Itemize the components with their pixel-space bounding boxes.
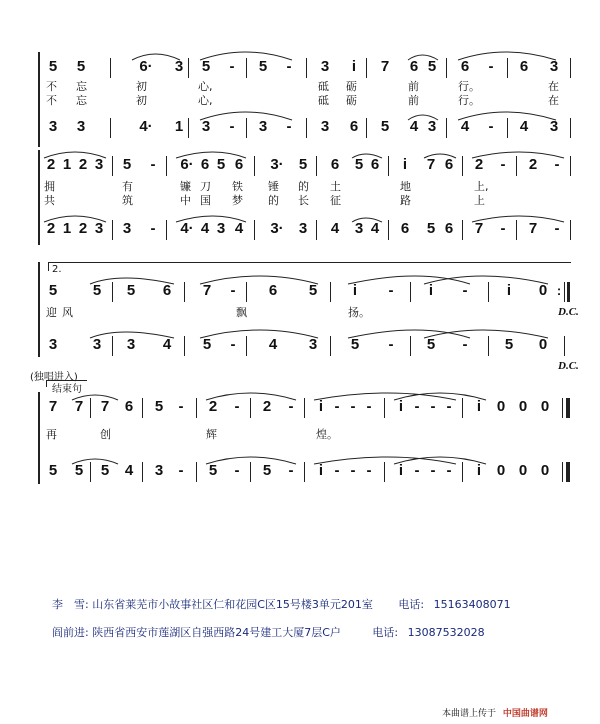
note: 4 [124, 462, 134, 479]
note: - [334, 462, 340, 479]
note: 3 [48, 336, 58, 353]
note: 6 [444, 220, 454, 237]
note: - [554, 220, 560, 237]
contact-name: 阎前进: [52, 626, 89, 639]
note: 2 [262, 398, 272, 415]
note: 1 [62, 220, 72, 237]
note: 5 [262, 462, 272, 479]
note: 5 [100, 462, 110, 479]
note: 5 [350, 336, 360, 353]
note: 6· [139, 58, 153, 75]
note: 4· [180, 220, 194, 237]
note: - [150, 220, 156, 237]
note: 5 [216, 156, 226, 173]
note: - [230, 282, 236, 299]
upper-staff [0, 282, 600, 308]
note: 4 [268, 336, 278, 353]
lyrics-2: 共 筑 中 国 梦 的 长 征 路 上 [44, 194, 485, 207]
note: 3 [258, 118, 268, 135]
note: 7 [528, 220, 538, 237]
note: 6 [330, 156, 340, 173]
note: 6 [409, 58, 419, 75]
lyrics-1: 拥 有 镰 刀 铁 锤 的 土 地 上, [44, 180, 489, 193]
note: 3 [216, 220, 226, 237]
note: 6 [460, 58, 470, 75]
note: 3 [549, 118, 559, 135]
volta-label: 2. [52, 264, 62, 275]
note: 5 [426, 220, 436, 237]
note: 5 [126, 282, 136, 299]
note: - [288, 462, 294, 479]
note: 2 [46, 220, 56, 237]
note: - [446, 462, 452, 479]
note: 0 [496, 462, 506, 479]
note: i [352, 282, 358, 299]
note: 5 [354, 156, 364, 173]
note: 4· [139, 118, 153, 135]
note: i [351, 58, 357, 75]
ending-label: 结束句 [52, 384, 82, 395]
note: - [366, 398, 372, 415]
note: 6 [234, 156, 244, 173]
note: 0 [496, 398, 506, 415]
note: 3 [201, 118, 211, 135]
note: 7 [74, 398, 84, 415]
note: - [230, 336, 236, 353]
note: 5 [308, 282, 318, 299]
note: 3 [94, 156, 104, 173]
lower-staff [0, 220, 600, 246]
solo-entry-label: (独唱进入) [30, 372, 78, 383]
lower-staff [0, 118, 600, 144]
note: 5 [122, 156, 132, 173]
note: 1 [62, 156, 72, 173]
note: 6 [124, 398, 134, 415]
note: 4 [460, 118, 470, 135]
note: 6 [268, 282, 278, 299]
note: 2 [78, 220, 88, 237]
note: - [388, 282, 394, 299]
lyrics-1: 迎 风 飘 扬。 [46, 306, 370, 319]
volta-bracket [48, 262, 571, 271]
note: - [178, 398, 184, 415]
lower-staff [0, 462, 600, 488]
note: i [318, 398, 324, 415]
note: - [430, 462, 436, 479]
note: 5 [426, 336, 436, 353]
note: - [178, 462, 184, 479]
note: 2 [474, 156, 484, 173]
note: - [446, 398, 452, 415]
note: 7 [380, 58, 390, 75]
phone-label: 电话: [372, 626, 399, 639]
note: 0 [518, 462, 528, 479]
note: 5 [74, 462, 84, 479]
note: - [414, 462, 420, 479]
upper-staff [0, 156, 600, 182]
note: 0 [538, 282, 548, 299]
note: - [150, 156, 156, 173]
contact-name: 李 雪: [52, 598, 89, 611]
lyrics-1: 再 创 辉 煌。 [46, 428, 338, 441]
dc-marking: D.C. [558, 360, 579, 372]
note: - [350, 462, 356, 479]
note: 6 [519, 58, 529, 75]
note: i [476, 462, 482, 479]
site-logo: 中国曲谱网 [502, 709, 548, 719]
note: 3 [320, 58, 330, 75]
note: - [430, 398, 436, 415]
note: 5 [380, 118, 390, 135]
note: - [500, 220, 506, 237]
note: 5 [76, 58, 86, 75]
note: 6 [200, 156, 210, 173]
note: 6 [444, 156, 454, 173]
phone-number: 15163408071 [433, 598, 511, 611]
upload-credit [442, 706, 548, 719]
note: 3 [94, 220, 104, 237]
note: i [398, 462, 404, 479]
note: 4 [409, 118, 419, 135]
note: - [234, 398, 240, 415]
note: 4 [234, 220, 244, 237]
note: 4 [200, 220, 210, 237]
dc-marking: D.C. [558, 306, 579, 318]
note: 5 [92, 282, 102, 299]
note: 4 [162, 336, 172, 353]
note: - [488, 58, 494, 75]
note: 3 [320, 118, 330, 135]
contact-address: 山东省莱芜市小故事社区仁和花园C区15号楼3单元201室 [92, 598, 373, 611]
note: 3· [270, 156, 284, 173]
note: 3 [126, 336, 136, 353]
upper-staff [0, 398, 600, 424]
note: - [488, 118, 494, 135]
note: 7 [202, 282, 212, 299]
note: 3 [48, 118, 58, 135]
note: - [388, 336, 394, 353]
note: 5 [504, 336, 514, 353]
note: - [350, 398, 356, 415]
note: 5 [48, 58, 58, 75]
phone-number: 13087532028 [407, 626, 485, 639]
note: 2 [78, 156, 88, 173]
note: - [234, 462, 240, 479]
note: i [398, 398, 404, 415]
note: 7 [100, 398, 110, 415]
contact-line-1 [52, 596, 511, 612]
note: i [318, 462, 324, 479]
note: 5 [202, 336, 212, 353]
note: - [462, 282, 468, 299]
note: 5 [201, 58, 211, 75]
note: - [286, 118, 292, 135]
note: - [366, 462, 372, 479]
note: 3· [270, 220, 284, 237]
note: i [476, 398, 482, 415]
note: 7 [48, 398, 58, 415]
note: 0 [518, 398, 528, 415]
note: 4 [330, 220, 340, 237]
contact-address: 陕西省西安市莲湖区自强西路24号建工大厦7层C户 [92, 626, 341, 639]
credit-text: 本曲谱上传于 [442, 709, 497, 719]
note: 7 [426, 156, 436, 173]
note: 0 [538, 336, 548, 353]
note: i [506, 282, 512, 299]
note: 6 [370, 156, 380, 173]
note: 3 [174, 58, 184, 75]
lyrics-2: 不 忘 初 心, 砥 砺 前 行。 在 [46, 94, 559, 107]
note: 3 [427, 118, 437, 135]
note: - [462, 336, 468, 353]
note: 1 [174, 118, 184, 135]
note: 5 [298, 156, 308, 173]
note: 5 [48, 282, 58, 299]
lower-staff [0, 336, 600, 362]
note: 5 [258, 58, 268, 75]
note: 2 [208, 398, 218, 415]
note: 5 [208, 462, 218, 479]
note: 4 [519, 118, 529, 135]
contact-line-2 [52, 624, 485, 640]
note: - [554, 156, 560, 173]
note: 0 [540, 398, 550, 415]
note: - [229, 58, 235, 75]
note: 5 [154, 398, 164, 415]
note: 2 [528, 156, 538, 173]
repeat-dots-icon: : [556, 283, 562, 298]
note: 3 [308, 336, 318, 353]
note: - [334, 398, 340, 415]
note: 3 [122, 220, 132, 237]
note: 6 [162, 282, 172, 299]
note: 5 [48, 462, 58, 479]
note: - [500, 156, 506, 173]
note: 7 [474, 220, 484, 237]
note: i [402, 156, 408, 173]
note: - [229, 118, 235, 135]
note: 6 [349, 118, 359, 135]
note: 3 [154, 462, 164, 479]
note: 3 [298, 220, 308, 237]
note: 3 [549, 58, 559, 75]
note: i [428, 282, 434, 299]
note: 3 [92, 336, 102, 353]
note: - [288, 398, 294, 415]
note: 3 [354, 220, 364, 237]
note: - [414, 398, 420, 415]
note: 5 [427, 58, 437, 75]
note: - [286, 58, 292, 75]
note: 3 [76, 118, 86, 135]
note: 6 [400, 220, 410, 237]
note: 0 [540, 462, 550, 479]
lyrics-1: 不 忘 初 心, 砥 砺 前 行。 在 [46, 80, 559, 93]
note: 6· [180, 156, 194, 173]
phone-label: 电话: [398, 598, 425, 611]
note: 4 [370, 220, 380, 237]
note: 2 [46, 156, 56, 173]
